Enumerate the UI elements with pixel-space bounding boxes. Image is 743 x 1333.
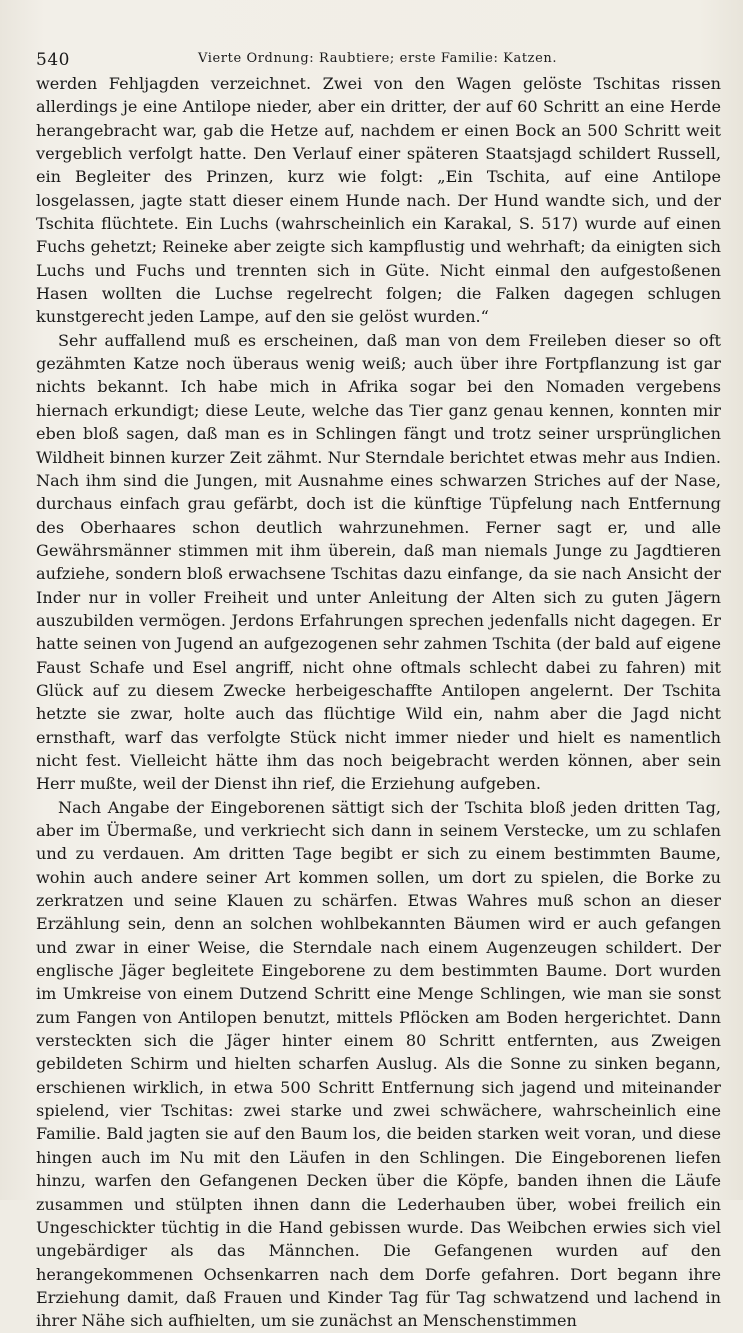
paragraph-fang: Nach Angabe der Eingeborenen sättigt sich der Tschita bloß jeden dritten Tag, aber im Übermaße, und verkriecht sich dann in seinem Verstecke, um zu schlafen und zu verdauen. Am dritten Tage begibt er sich zu einem bestimmten Baume, wohin auch andere seiner Art kommen sollen, um dort zu spielen, die Borke zu zerkratzen und seine Klauen zu schärfen. Etwas Wahres muß schon an dieser Erzählung sein, denn an solchen wohlbekannten Bäumen wird er auch gefangen und zwar in einer Weise, die Sterndale nach einem Augenzeugen schildert. Der englische Jäger begleitete Eingeborene zu dem bestimmten Baume. Dort wurden im Umkreise von einem Dutzend Schritt eine Menge Schlingen, wie man sie sonst zum Fangen von Antilopen benutzt, mittels Pflöcken am Boden hergerichtet. Dann versteckten sich die Jäger hinter einem 80 Schritt entfernten, aus Zweigen gebildeten Schirm und hielten scharfen Auslug. Als die Sonne zu sinken begann, erschienen wirklich, in etwa 500 Schritt Entfernung sich jagend und miteinander spielend, vier Tschitas: zwei starke und zwei schwächere, wahrscheinlich eine Familie. Bald jagten sie auf den Baum los, die beiden starken weit voran, und diese hingen auch im Nu mit den Läufen in den Schlingen. Die Eingeborenen liefen hinzu, warfen den Gefangenen Decken über die Köpfe, banden ihnen die Läufe zusammen und stülpten ihnen dann die Lederhauben über, wobei freilich ein Ungeschickter tüchtig in die Hand gebissen wurde. Das Weibchen erwies sich viel ungebärdiger als das Männchen. Die Gefangenen wurden auf den herangekommenen Ochsenkarren nach dem Dorfe gefahren. Dort begann ihre Erziehung damit, daß Frauen und Kinder Tag für Tag schwatzend und lachend in ihrer Nähe sich aufhielten, um sie zunächst an Menschenstimmen bbox=[36, 797, 721, 1331]
body-text bbox=[36, 72, 721, 1333]
paragraph-freileben: Sehr auffallend muß es erscheinen, daß man von dem Freileben dieser so oft gezähmten Katze noch überaus wenig weiß; auch über ihre Fortpflanzung ist gar nichts bekannt. Ich habe mich in Afrika sogar bei den Nomaden vergebens hiernach erkundigt; diese Leute, welche das Tier ganz genau kennen, konnten mir eben bloß sagen, daß man es in Schlingen fängt und trotz seiner ursprünglichen Wildheit binnen kurzer Zeit zähmt. Nur Sterndale berichtet etwas mehr aus Indien. Nach ihm sind die Jungen, mit Ausnahme eines schwarzen Striches auf der Nase, durchaus einfach grau gefärbt, doch ist die künftige Tüpfelung nach Entfernung des Oberhaares schon deutlich wahrzunehmen. Ferner sagt er, und alle Gewährsmänner stimmen mit ihm überein, daß man niemals Junge zu Jagdtieren aufziehe, sondern bloß erwachsene Tschitas dazu einfange, da sie nach Ansicht der Inder nur in voller Freiheit und unter Anleitung der Alten sich zu guten Jägern auszubilden vermögen. Jerdons Erfahrungen sprechen jedenfalls nicht dagegen. Er hatte seinen von Jugend an aufgezogenen sehr zahmen Tschita (der bald auf eigene Faust Schafe und Esel angriff, nicht ohne oftmals schlecht dabei zu fahren) mit Glück auf zu diesem Zwecke herbeigeschaffte Antilopen angelernt. Der Tschita hetzte sie zwar, holte auch das flüchtige Wild ein, nahm aber die Jagd nicht ernsthaft, warf das verfolgte Stück nicht immer nieder und hielt es namentlich nicht fest. Vielleicht hätte ihm das noch beigebracht werden können, aber sein Herr mußte, weil der Dienst ihn rief, die Erziehung aufgeben. bbox=[36, 330, 721, 794]
page-number: 540 bbox=[36, 50, 70, 70]
running-title: Vierte Ordnung: Raubtiere; erste Familie: Katzen. bbox=[198, 51, 558, 66]
running-head bbox=[36, 42, 721, 72]
paragraph-continued: werden Fehljagden verzeichnet. Zwei von den Wagen gelöste Tschitas rissen allerdings je eine Antilope nieder, aber ein dritter, der auf 60 Schritt an eine Herde herangebracht war, gab die Hetze auf, nachdem er einen Bock an 500 Schritt weit vergeblich verfolgt hatte. Den Verlauf einer späteren Staatsjagd schildert Russell, ein Begleiter des Prinzen, kurz wie folgt: „Ein Tschita, auf eine Antilope losgelassen, jagte statt dieser einem Hunde nach. Der Hund wandte sich, und der Tschita flüchtete. Ein Luchs (wahrscheinlich ein Karakal, S. 517) wurde auf einen Fuchs gehetzt; Reineke aber zeigte sich kampflustig und wehrhaft; da einigten sich Luchs und Fuchs und trennten sich in Güte. Nicht einmal den aufgestoßenen Hasen wollten die Luchse regelrecht folgen; die Falken dagegen schlugen kunstgerecht jeden Lampe, auf den sie gelöst wurden.“ bbox=[36, 74, 721, 327]
